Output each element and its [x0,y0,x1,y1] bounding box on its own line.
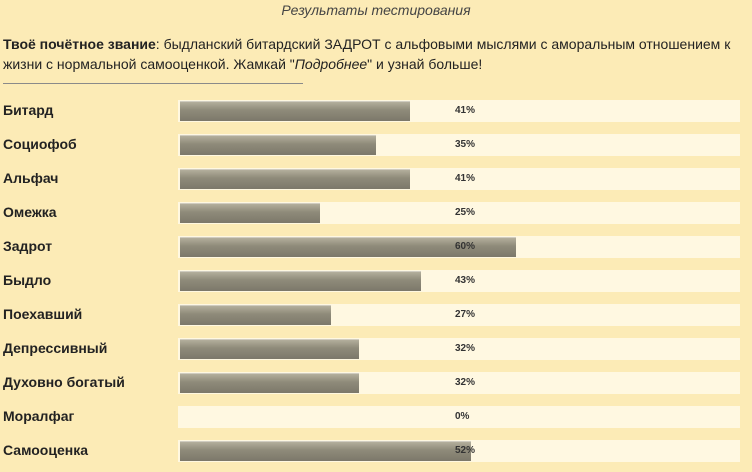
result-label: Альфач [3,170,59,186]
result-percent: 41% [455,173,476,184]
result-row-bitard [0,98,752,132]
result-percent: 35% [455,139,476,150]
result-percent: 27% [455,309,476,320]
result-bar-fill [180,441,471,461]
result-row-spiritual [0,370,752,404]
result-label: Омежка [3,204,57,220]
result-bar-fill [180,373,359,393]
result-row-alpha [0,166,752,200]
result-bar-track [178,100,740,122]
result-percent: 0% [455,411,470,422]
result-row-sociophobe [0,132,752,166]
summary-colon: : [155,36,160,52]
results-list [0,98,752,472]
result-bar-track [178,236,740,258]
result-label: Депрессивный [3,340,108,356]
result-row-depressive [0,336,752,370]
result-row-self-esteem [0,438,752,472]
result-summary [3,34,743,74]
result-bar-fill [180,271,421,291]
result-bar-track [178,134,740,156]
result-percent: 32% [455,377,476,388]
result-percent: 41% [455,105,476,116]
result-bar-track [178,372,740,394]
result-bar-track [178,406,740,428]
summary-text: быдланский битардский ЗАДРОТ с альфовыми мыслями с аморальным отношением к жизни с нормальной самооценкой. Жамкай " [3,36,731,72]
result-label: Духовно богатый [3,374,125,390]
divider [3,83,303,84]
result-bar-fill [180,305,331,325]
summary-tail: " и узнай больше! [367,56,483,72]
result-bar-track [178,202,740,224]
result-bar-fill [180,101,410,121]
result-bar-track [178,304,740,326]
result-row-bydlo [0,268,752,302]
result-bar-track [178,338,740,360]
result-percent: 52% [455,445,476,456]
summary-label: Твоё почётное звание [3,36,156,52]
result-label: Социофоб [3,136,77,152]
result-bar-fill [180,169,410,189]
result-label: Быдло [3,272,52,288]
result-percent: 60% [455,241,476,252]
result-label: Поехавший [3,306,83,322]
result-percent: 32% [455,343,476,354]
more-link-word: Подробнее [294,56,368,72]
result-label: Битард [3,102,54,118]
result-row-zadrot [0,234,752,268]
page-title: Результаты тестирования [281,2,471,18]
result-label: Самооценка [3,442,88,458]
result-bar-fill [180,339,359,359]
result-bar-fill [180,135,376,155]
result-label: Моралфаг [3,408,75,424]
result-row-poekhavshiy [0,302,752,336]
result-row-moralfag [0,404,752,438]
result-bar-track [178,440,740,462]
result-bar-track [178,168,740,190]
result-label: Задрот [3,238,53,254]
result-bar-track [178,270,740,292]
result-percent: 25% [455,207,476,218]
result-bar-fill [180,203,320,223]
result-percent: 43% [455,275,476,286]
result-row-omega [0,200,752,234]
